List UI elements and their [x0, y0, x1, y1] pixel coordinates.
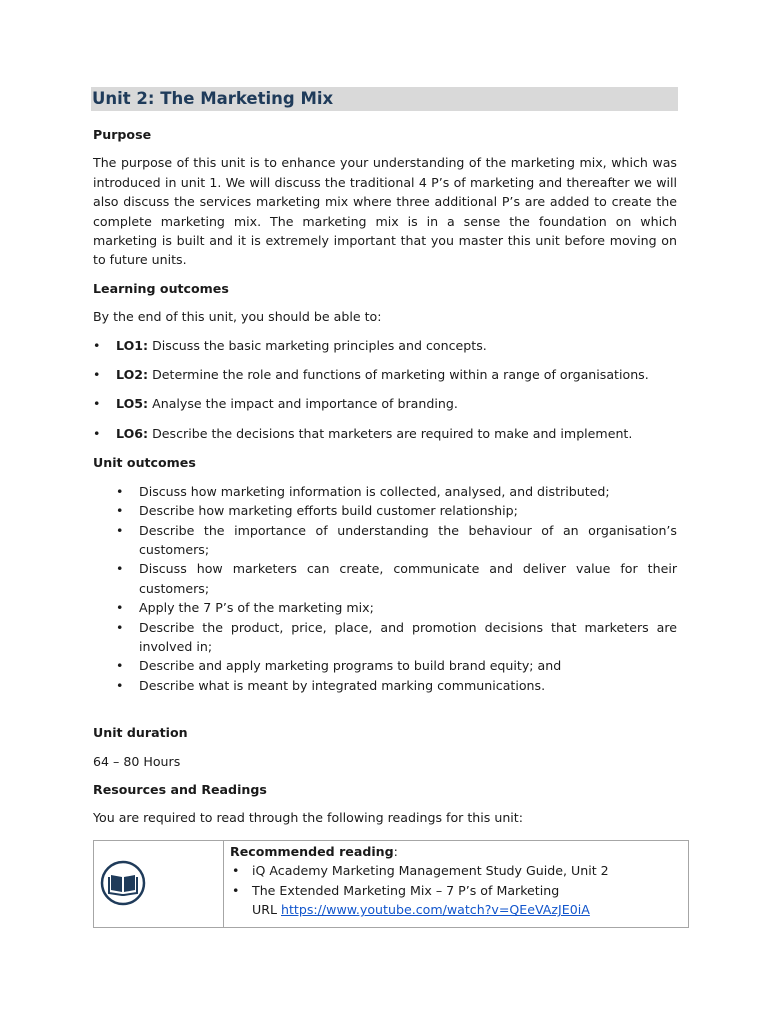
list-item: • Describe the importance of understanding the behaviour of an organisation’s customers; — [93, 521, 677, 560]
list-item — [93, 424, 677, 443]
youtube-link[interactable]: https://www.youtube.com/watch?v=QEeVAzJE0iA — [281, 902, 590, 918]
url-label: URL — [252, 902, 281, 918]
readings-cell — [224, 841, 689, 928]
list-item — [93, 336, 677, 355]
recommended-reading-colon: : — [393, 844, 398, 859]
outcome-text: Describe the decisions that marketers are required to make and implement. — [148, 425, 633, 441]
purpose-text: The purpose of this unit is to enhance your understanding of the marketing mix, which was introduced in unit 1. We will discuss the traditional 4 P’s of marketing and thereafter we will also discuss the services marketing mix where three additional P’s are added to create the complete marketing mix. The marketing mix is in a sense the foundation on which marketing is built and it is extremely important that you master this unit before moving on to future units. — [93, 155, 677, 268]
list-item: • Describe the product, price, place, and promotion decisions that marketers are involved in; — [93, 618, 677, 657]
list-item: • Discuss how marketers can create, communicate and deliver value for their customers; — [93, 559, 677, 598]
outcome-text: Discuss the basic marketing principles and concepts. — [148, 337, 487, 353]
list-item — [230, 881, 682, 920]
unit-outcomes-heading: Unit outcomes — [93, 455, 196, 471]
list-item: • iQ Academy Marketing Management Study Guide, Unit 2 — [230, 861, 682, 880]
outcome-code: LO5: — [116, 396, 149, 412]
table-row — [94, 841, 689, 928]
purpose-heading: Purpose — [93, 127, 152, 142]
list-item: • Describe what is meant by integrated marking communications. — [93, 676, 677, 695]
recommended-reading-label: Recommended reading — [230, 844, 394, 859]
outcome-code: LO1: — [116, 337, 149, 353]
outcome-text: Determine the role and functions of marketing within a range of organisations. — [148, 367, 649, 383]
unit-duration-heading: Unit duration — [93, 725, 188, 741]
book-icon — [100, 860, 146, 911]
document-body — [93, 87, 677, 837]
resources-intro: You are required to read through the following readings for this unit: — [93, 810, 523, 826]
learning-outcomes-list — [93, 336, 677, 444]
icon-cell — [94, 841, 224, 928]
learning-outcomes-intro: By the end of this unit, you should be able to: — [93, 309, 382, 325]
list-item: • Describe how marketing efforts build customer relationship; — [93, 501, 677, 520]
list-item: • Describe and apply marketing programs to build brand equity; and — [93, 656, 677, 675]
readings-table — [93, 840, 689, 928]
learning-outcomes-heading: Learning outcomes — [93, 280, 229, 296]
outcome-code: LO6: — [116, 425, 149, 441]
list-item: • Discuss how marketing information is collected, analysed, and distributed; — [93, 482, 677, 501]
list-item — [93, 394, 677, 413]
readings-list — [230, 861, 682, 919]
unit-duration-value: 64 – 80 Hours — [93, 753, 181, 769]
reading-title: The Extended Marketing Mix – 7 P’s of Marketing — [252, 882, 560, 898]
resources-heading: Resources and Readings — [93, 781, 267, 797]
list-item: • Apply the 7 P’s of the marketing mix; — [93, 598, 677, 617]
list-item — [93, 365, 677, 384]
outcome-code: LO2: — [116, 367, 149, 383]
unit-outcomes-list — [93, 482, 677, 695]
outcome-text: Analyse the impact and importance of branding. — [148, 396, 458, 412]
page-title: Unit 2: The Marketing Mix — [91, 87, 678, 111]
